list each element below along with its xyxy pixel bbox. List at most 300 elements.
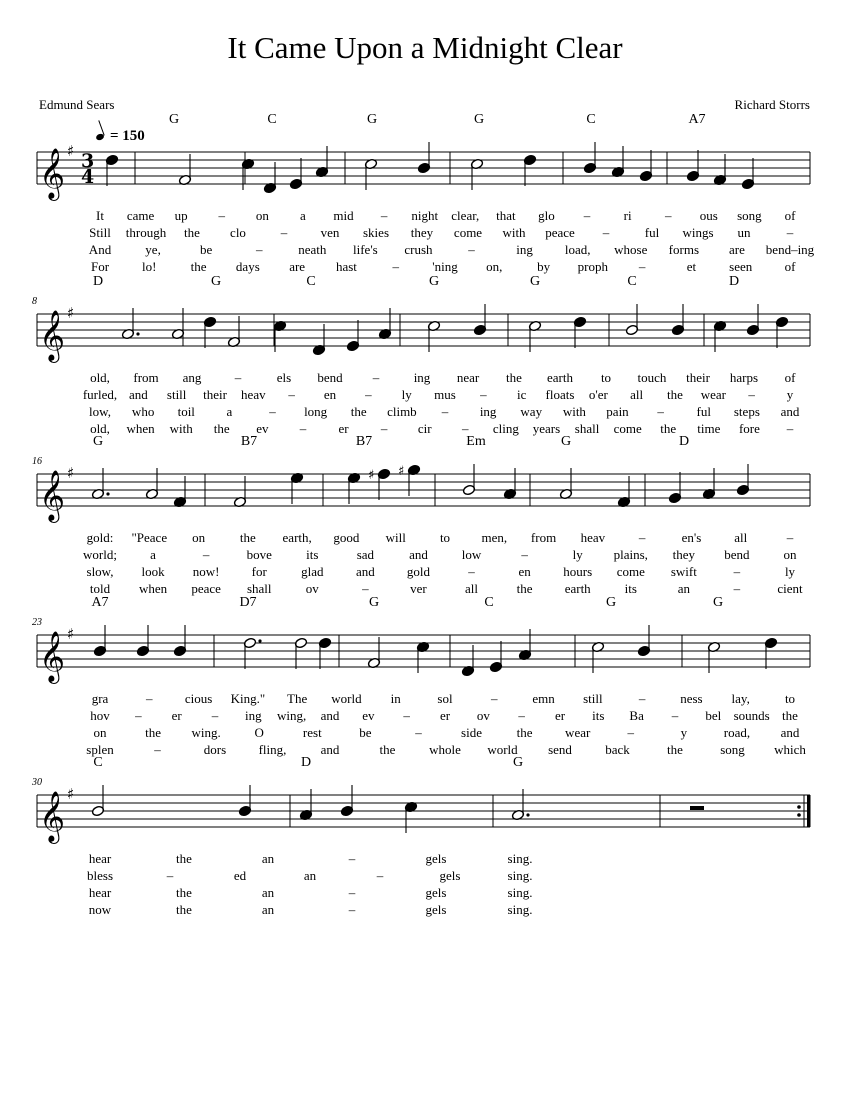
note — [583, 142, 596, 174]
bar-number: 23 — [32, 617, 42, 628]
lyric-syllable: harps — [729, 370, 759, 385]
repeat-dot — [797, 805, 801, 809]
lyric-syllable: ye, — [145, 242, 161, 257]
lyric-syllable: in — [390, 691, 401, 706]
lyric-syllable: – — [602, 225, 610, 240]
lyric-syllable: world — [331, 691, 362, 706]
treble-clef-icon: 𝄞 — [39, 310, 66, 361]
note — [136, 625, 149, 657]
lyric-syllable: Ba — [629, 708, 644, 723]
lyric-syllable: – — [786, 225, 794, 240]
chord-symbol: G — [168, 112, 180, 127]
lyric-syllable: they — [410, 225, 434, 240]
note — [713, 154, 726, 186]
note — [736, 464, 749, 496]
lyric-syllable: skies — [363, 225, 389, 240]
lyric-syllable: the — [506, 370, 522, 385]
lyric-syllable: the — [660, 421, 677, 436]
note — [312, 324, 325, 356]
treble-clef-icon: 𝄞 — [39, 470, 66, 521]
lyric-syllable: shall — [574, 421, 600, 436]
lyric-syllable: come — [613, 421, 642, 436]
chord-symbol: G — [712, 595, 724, 610]
lyric-syllable: its — [592, 708, 605, 723]
lyric-syllable: hear — [88, 885, 112, 900]
lyric-syllable: by — [537, 259, 551, 274]
time-signature-top: 3 — [81, 150, 95, 172]
lyric-syllable: ri — [623, 208, 632, 223]
lyric-syllable: their — [203, 387, 227, 402]
note — [668, 472, 681, 504]
key-signature-sharp: ♯ — [67, 464, 75, 482]
chord-symbol: G — [560, 434, 572, 449]
note — [462, 464, 475, 496]
lyric-syllable: ous — [699, 208, 718, 223]
lyric-syllable: that — [496, 208, 516, 223]
lyric-syllable: a — [300, 208, 306, 223]
lyric-syllable: – — [627, 725, 635, 740]
lyric-syllable: – — [657, 404, 664, 419]
lyric-syllable: wing, — [277, 708, 307, 723]
note — [91, 468, 109, 500]
lyric-syllable: all — [465, 581, 479, 596]
lyric-syllable: y — [680, 725, 688, 740]
lyric-syllable: er — [554, 708, 566, 723]
chord-symbol: G — [473, 112, 485, 127]
lyric-syllable: rest — [302, 725, 322, 740]
lyric-syllable: of — [784, 259, 796, 274]
lyric-syllable: and — [355, 564, 375, 579]
lyric-syllable: to — [600, 370, 612, 385]
lyric-syllable: the — [379, 742, 396, 757]
lyric-syllable: all — [734, 530, 748, 545]
lyric-syllable: swift — [670, 564, 697, 579]
lyric-syllable: gels — [425, 885, 447, 900]
lyric-syllable: low, — [89, 404, 111, 419]
lyric-syllable: earth — [564, 581, 591, 596]
lyric-syllable: bel — [705, 708, 722, 723]
chord-symbol: B7 — [240, 434, 258, 449]
lyric-syllable: – — [365, 387, 372, 402]
lyric-syllable: sounds — [733, 708, 770, 723]
lyric-syllable: all — [630, 387, 644, 402]
lyric-syllable: an — [261, 902, 275, 917]
lyric-syllable: back — [605, 742, 630, 757]
note — [378, 308, 391, 340]
lyric-syllable: the — [782, 708, 798, 723]
chord-symbol: C — [93, 755, 103, 770]
lyric-syllable: For — [90, 259, 110, 274]
lyric-syllable: an — [261, 885, 275, 900]
lyric-syllable: glad — [301, 564, 324, 579]
lyric-syllable: toil — [177, 404, 195, 419]
lyric-syllable: with — [502, 225, 526, 240]
note — [93, 625, 106, 657]
lyric-syllable: and — [780, 404, 800, 419]
lyric-syllable: en — [323, 387, 337, 402]
lyric-syllable: its — [624, 581, 637, 596]
chord-symbol: C — [306, 274, 316, 289]
key-signature-sharp: ♯ — [67, 625, 75, 643]
lyric-syllable: fore — [738, 421, 760, 436]
lyric-syllable: its — [306, 547, 319, 562]
chord-symbol: D — [678, 434, 690, 449]
lyric-syllable: "Peace — [131, 530, 168, 545]
chord-symbol: G — [605, 595, 617, 610]
lyric-syllable: heav — [241, 387, 266, 402]
lyric-syllable: gold — [406, 564, 431, 579]
note — [573, 316, 586, 348]
lyric-syllable: – — [733, 581, 741, 596]
note — [702, 468, 715, 500]
note — [233, 476, 246, 508]
lyric-syllable: ven — [320, 225, 340, 240]
lyric-syllable: ing — [245, 708, 262, 723]
lyric-syllable: ly — [572, 547, 583, 562]
lyric-syllable: – — [491, 691, 498, 706]
bar-number: 8 — [32, 296, 37, 307]
note — [528, 320, 541, 352]
note — [523, 154, 536, 186]
chord-symbol: D7 — [239, 595, 257, 610]
lyric-syllable: gels — [425, 851, 447, 866]
tempo-marking: = 150 — [96, 128, 145, 145]
note — [511, 789, 529, 821]
note — [503, 468, 516, 500]
lyric-syllable: – — [638, 691, 646, 706]
lyric-syllable: on — [255, 208, 269, 223]
lyric-syllable: en — [518, 564, 531, 579]
lyric-syllable: – — [638, 530, 646, 545]
lyric-syllable: clo — [230, 225, 246, 240]
lyric-syllable: bend — [724, 547, 750, 562]
note — [591, 641, 604, 673]
lyric-syllable: low — [461, 547, 482, 562]
lyric-syllable: ing — [516, 242, 533, 257]
lyric-syllable: world; — [83, 547, 117, 562]
staff-system — [0, 755, 850, 917]
lyric-syllable: on — [93, 725, 107, 740]
lyric-syllable: et — [686, 259, 697, 274]
lyric-syllable: cious — [184, 691, 213, 706]
chord-symbol: D — [300, 755, 312, 770]
lyric-syllable: gra — [91, 691, 109, 706]
lyric-syllable: ing — [413, 370, 431, 385]
note — [290, 472, 303, 504]
chord-symbol: G — [428, 274, 440, 289]
half-rest — [690, 806, 704, 810]
lyric-syllable: peace — [545, 225, 575, 240]
note — [171, 308, 184, 340]
chord-symbol: G — [529, 274, 541, 289]
lyric-syllable: un — [737, 225, 751, 240]
lyric-syllable: hast — [335, 259, 357, 274]
lyric-syllable: to — [439, 530, 451, 545]
note — [243, 637, 261, 669]
lyric-syllable: – — [380, 208, 388, 223]
note — [746, 304, 759, 336]
lyric-syllable: – — [280, 225, 288, 240]
bar-number: 16 — [32, 456, 42, 467]
note — [173, 476, 186, 508]
lyric-syllable: furled, — [82, 387, 118, 402]
lyric-syllable: sing. — [507, 851, 533, 866]
lyric-syllable: hov — [90, 708, 110, 723]
bar-number: 30 — [32, 777, 42, 788]
lyric-syllable: told — [89, 581, 111, 596]
note — [289, 158, 302, 190]
time-signature-bottom: 4 — [81, 166, 95, 188]
lyric-syllable: bend — [317, 370, 343, 385]
lyric-syllable: – — [362, 581, 369, 596]
lyric-syllable: ev — [362, 708, 375, 723]
note — [173, 625, 186, 657]
lyric-syllable: side — [461, 725, 483, 740]
lyric-syllable: up — [174, 208, 188, 223]
lyric-syllable: – — [380, 421, 388, 436]
note — [637, 625, 650, 657]
lyric-syllable: – — [202, 547, 210, 562]
lyric-syllable: cling — [492, 421, 519, 436]
note — [367, 637, 380, 669]
lyric-syllable: bend–ing — [765, 242, 815, 257]
lyric-syllable: song — [720, 742, 745, 757]
lyric-syllable: – — [234, 370, 242, 385]
lyric-syllable: ic — [516, 387, 527, 402]
lyric-syllable: now — [88, 902, 112, 917]
lyric-syllable: O — [254, 725, 264, 740]
lyric-syllable: – — [786, 530, 794, 545]
key-signature-sharp: ♯ — [67, 304, 75, 322]
lyric-syllable: a — [150, 547, 156, 562]
lyric-syllable: – — [518, 708, 525, 723]
lyric-syllable: with — [562, 404, 586, 419]
note — [671, 304, 684, 336]
lyric-syllable: ful — [644, 225, 660, 240]
lyric-syllable: fling, — [258, 742, 287, 757]
lyric-syllable: – — [211, 708, 219, 723]
lyric-syllable: ness — [680, 691, 703, 706]
lyric-syllable: er — [338, 421, 349, 436]
lyric-syllable: splen — [86, 742, 114, 757]
lyric-syllable: lo! — [142, 259, 157, 274]
lyric-syllable: plains, — [613, 547, 648, 562]
lyric-syllable: still — [583, 691, 603, 706]
lyric-syllable: – — [638, 259, 646, 274]
lyric-syllable: the — [516, 581, 533, 596]
lyric-syllable: – — [403, 708, 410, 723]
lyric-syllable: hear — [88, 851, 112, 866]
note — [404, 801, 417, 833]
lyric-syllable: through — [125, 225, 167, 240]
lyric-syllable: – — [166, 868, 174, 883]
lyric-syllable: years — [532, 421, 561, 436]
lyric-syllable: steps — [733, 404, 760, 419]
lyric-syllable: er — [439, 708, 451, 723]
lyric-syllable: emn — [532, 691, 555, 706]
chord-symbol: C — [586, 112, 596, 127]
staff-system — [0, 112, 850, 274]
note — [617, 476, 630, 508]
note — [470, 158, 483, 190]
lyric-syllable: whole — [429, 742, 461, 757]
lyric-syllable: wear — [565, 725, 591, 740]
lyric-syllable: the — [239, 530, 256, 545]
svg-text:♯: ♯ — [368, 468, 375, 483]
lyric-syllable: an — [677, 581, 690, 596]
lyric-syllable: glo — [538, 208, 555, 223]
lyric-syllable: – — [392, 259, 399, 274]
lyric-syllable: en's — [681, 530, 702, 545]
note — [639, 150, 652, 182]
lyric-syllable: and — [409, 547, 428, 562]
lyric-syllable: – — [348, 885, 356, 900]
lyric-syllable: on, — [486, 259, 503, 274]
lyric-syllable: hours — [563, 564, 593, 579]
lyric-syllable: dors — [203, 742, 227, 757]
note — [299, 789, 312, 821]
final-barline — [807, 795, 811, 827]
lyric-syllable: and — [320, 742, 340, 757]
lyric-syllable: els — [276, 370, 292, 385]
lyric-syllable: – — [218, 208, 225, 223]
lyric-syllable: and — [128, 387, 148, 402]
lyric-syllable: earth, — [282, 530, 312, 545]
note — [315, 146, 328, 178]
lyric-syllable: an — [303, 868, 317, 883]
lyric-syllable: the — [184, 225, 200, 240]
lyric-syllable: ly — [784, 564, 796, 579]
note — [121, 308, 139, 340]
lyric-syllable: an — [261, 851, 275, 866]
lyric-syllable: wear — [700, 387, 726, 402]
lyric-syllable: when — [138, 581, 168, 596]
lyric-syllable: – — [786, 421, 794, 436]
lyric-syllable: proph — [577, 259, 609, 274]
lyric-syllable: life's — [353, 242, 378, 257]
lyric-syllable: slow, — [86, 564, 114, 579]
lyric-syllable: – — [372, 370, 380, 385]
note — [427, 320, 440, 352]
note — [227, 316, 240, 348]
lyric-syllable: – — [299, 421, 307, 436]
lyric-syllable: – — [146, 691, 153, 706]
lyric-syllable: good — [333, 530, 360, 545]
lyric-syllable: – — [480, 387, 487, 402]
lyric-syllable: they — [672, 547, 696, 562]
lyric-syllable: the — [213, 421, 230, 436]
staff-system — [0, 595, 850, 757]
lyric-syllable: It — [96, 208, 104, 223]
lyric-syllable: – — [348, 902, 356, 917]
svg-text:♯: ♯ — [398, 464, 405, 479]
chord-symbol: D — [92, 274, 104, 289]
note — [91, 785, 104, 817]
lyric-syllable: bove — [246, 547, 272, 562]
repeat-dot — [797, 813, 801, 817]
note — [318, 637, 331, 669]
lyric-syllable: ov — [476, 708, 490, 723]
lyric-syllable: – — [583, 208, 591, 223]
lyric-syllable: send — [548, 742, 572, 757]
staff-system — [0, 274, 850, 436]
lyric-syllable: old, — [90, 421, 110, 436]
lyric-syllable: on — [192, 530, 206, 545]
lyric-syllable: will — [385, 530, 406, 545]
lyric-syllable: pain — [606, 404, 629, 419]
note — [294, 637, 307, 669]
lyric-syllable: y — [786, 387, 794, 402]
note — [518, 629, 531, 661]
note — [764, 637, 777, 669]
lyric-syllable: days — [235, 259, 260, 274]
staff-system — [0, 434, 850, 596]
note — [489, 641, 502, 673]
note — [368, 468, 393, 506]
chord-symbol: C — [627, 274, 637, 289]
chord-symbol: B7 — [355, 434, 373, 449]
note — [273, 320, 286, 352]
chord-symbol: G — [368, 595, 380, 610]
lyric-syllable: climb — [387, 404, 417, 419]
lyric-syllable: whose — [614, 242, 648, 257]
lyric-syllable: ed — [233, 868, 247, 883]
lyric-syllable: shall — [246, 581, 272, 596]
lyric-syllable: seen — [729, 259, 753, 274]
note — [241, 158, 254, 190]
chord-symbol: D — [728, 274, 740, 289]
lyric-syllable: who — [131, 404, 155, 419]
lyric-syllable: the — [176, 902, 192, 917]
lyric-syllable: now! — [192, 564, 220, 579]
lyric-syllable: neath — [298, 242, 327, 257]
lyric-syllable: when — [126, 421, 155, 436]
note — [346, 320, 359, 352]
lyric-syllable: ful — [696, 404, 711, 419]
lyric-syllable: clear, — [451, 208, 480, 223]
lyric-syllable: ang — [182, 370, 202, 385]
lyric-syllable: the — [145, 725, 162, 740]
note — [347, 472, 360, 504]
page-title: It Came Upon a Midnight Clear — [227, 30, 623, 65]
treble-clef-icon: 𝄞 — [39, 148, 66, 199]
lyric-syllable: wing. — [191, 725, 221, 740]
lyric-syllable: on — [783, 547, 797, 562]
note — [416, 641, 429, 673]
treble-clef-icon: 𝄞 — [39, 631, 66, 682]
chord-symbol: G — [366, 112, 378, 127]
composer-credit: Richard Storrs — [734, 97, 810, 112]
lyric-syllable: crush — [404, 242, 433, 257]
note — [473, 304, 486, 336]
lyric-syllable: come — [616, 564, 645, 579]
lyric-syllable: came — [126, 208, 155, 223]
lyric-syllable: the — [176, 851, 192, 866]
key-signature-sharp: ♯ — [67, 142, 75, 160]
lyric-syllable: wings — [682, 225, 714, 240]
lyric-syllable: be — [359, 725, 372, 740]
lyric-syllable: are — [728, 242, 745, 257]
lyric-syllable: ev — [256, 421, 269, 436]
lyric-syllable: peace — [191, 581, 221, 596]
lyric-syllable: er — [171, 708, 182, 723]
lyric-syllable: a — [226, 404, 233, 419]
lyric-syllable: time — [697, 421, 721, 436]
lyric-syllable: the — [516, 725, 533, 740]
key-signature-sharp: ♯ — [67, 785, 75, 803]
note — [611, 146, 624, 178]
lyric-syllable: – — [348, 851, 356, 866]
